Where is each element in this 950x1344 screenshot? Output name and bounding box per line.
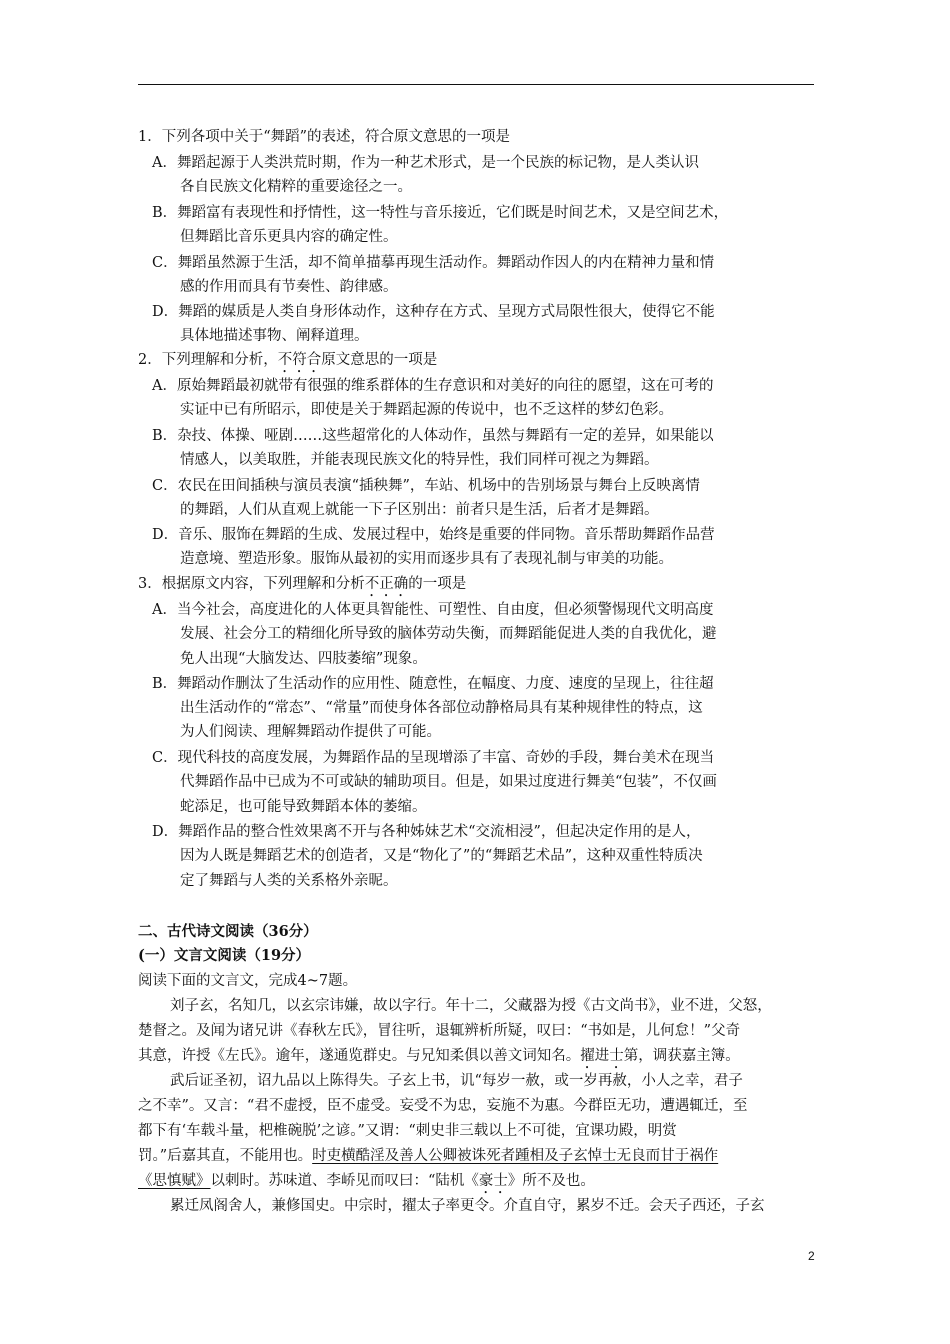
passage-line xyxy=(138,1046,740,1072)
question-2-option-a-cont: 实证中已有所昭示，即使是关于舞蹈起源的传说中，也不乏这样的梦幻色彩。 xyxy=(180,402,673,418)
question-3-option-d-cont-2: 定了舞蹈与人类的关系格外亲昵。 xyxy=(180,873,398,889)
question-1-option-d-cont: 具体地描述事物、阐释道理。 xyxy=(180,328,369,344)
section-heading: 二、古代诗文阅读（36分） xyxy=(138,923,318,940)
question-3-option-a-cont-2: 免人出现“大脑发达、四肢萎缩”现象。 xyxy=(180,651,427,667)
question-2-stem-text: 2．下列理解和分析， xyxy=(138,352,278,368)
question-3-stem xyxy=(138,574,466,600)
question-3-stem-tail: 的一项是 xyxy=(408,576,467,592)
question-1-option-c-cont: 感的作用而具有节奏性、韵律感。 xyxy=(180,279,398,295)
question-3-option-b: B．舞蹈动作删汰了生活动作的应用性、随意性，在幅度、力度、速度的呈现上，往往超 xyxy=(152,676,714,692)
question-2-stem xyxy=(138,350,437,376)
question-3-option-b-cont-2: 为人们阅读、理解舞蹈动作提供了可能。 xyxy=(180,724,441,740)
passage-line: 之不幸”。又言：“君不虚授，臣不虚受。妄受不为忠，妄施不为惠。今群臣无功，遭遇辄迁，至 xyxy=(138,1098,748,1114)
question-1-option-a: A．舞蹈起源于人类洪荒时期，作为一种艺术形式，是一个民族的标记物，是人类认识 xyxy=(152,155,699,171)
question-1-option-d: D．舞蹈的媒质是人类自身形体动作，这种存在方式、呈现方式局限性很大，使得它不能 xyxy=(152,304,715,320)
question-3-option-a: A．当今社会，高度进化的人体更具智能性、可塑性、自由度，但必须警惕现代文明高度 xyxy=(152,602,714,618)
question-2-option-d-cont: 造意境、塑造形象。服饰从最初的实用而逐步具有了表现礼制与审美的功能。 xyxy=(180,551,673,567)
passage-text: 第，调获嘉主簿。 xyxy=(623,1048,740,1064)
passage-emphasis: 豪士 xyxy=(478,1173,508,1189)
passage-line xyxy=(138,1146,718,1166)
question-2-stem-tail: 原文意思的一项是 xyxy=(321,352,438,368)
passage-line xyxy=(138,1171,595,1197)
passage-text: 以刺时。苏味道、李峤见而叹曰：“陆机《 xyxy=(210,1173,479,1189)
question-2-option-c: C．农民在田间插秧与演员表演“插秧舞”，车站、机场中的告别场景与舞台上反映离情 xyxy=(152,478,700,494)
question-3-stem-text: 3．根据原文内容，下列理解和分析 xyxy=(138,576,365,592)
question-2-option-c-cont: 的舞蹈，人们从直观上就能一下子区别出：前者只是生活，后者才是舞蹈。 xyxy=(180,502,659,518)
instruction: 阅读下面的文言文，完成4~7题。 xyxy=(138,973,358,989)
question-3-option-c-cont-2: 蛇添足，也可能导致舞蹈本体的萎缩。 xyxy=(180,799,427,815)
question-3-option-d: D．舞蹈作品的整合性效果离不开与各种姊妹艺术“交流相浸”，但起决定作用的是人， xyxy=(152,824,701,840)
passage-underlined: 时吏横酷淫及善人公卿被诛死者踵相及子玄悼士无良而甘于祸作 xyxy=(312,1148,719,1164)
question-3-option-a-cont-1: 发展、社会分工的精细化所导致的脑体劳动失衡，而舞蹈能促进人类的自我优化，避 xyxy=(180,626,717,642)
question-3-option-c: C．现代科技的高度发展，为舞蹈作品的呈现增添了丰富、奇妙的手段，舞台美术在现当 xyxy=(152,750,715,766)
question-3-option-d-cont-1: 因为人既是舞蹈艺术的创造者，又是“物化了”的“舞蹈艺术品”，这种双重性特质决 xyxy=(180,848,703,864)
subsection-heading: (一）文言文阅读（19分） xyxy=(138,947,311,964)
header-rule xyxy=(138,84,814,85)
passage-line: 都下有‘车载斗量，杷椎碗脱’之谚。”又谓：“刺史非三载以上不可徙，宜课功殿，明赏 xyxy=(138,1123,677,1139)
passage-line: 楚督之。及闻为诸兄讲《春秋左氏》，冒往听，退辄辨析所疑，叹曰：“书如是，儿何怠！”父奇 xyxy=(138,1023,741,1039)
question-1-option-b: B．舞蹈富有表现性和抒情性，这一特性与音乐接近，它们既是时间艺术，又是空间艺术， xyxy=(152,205,729,221)
question-1-option-b-cont: 但舞蹈比音乐更具内容的确定性。 xyxy=(180,229,398,245)
passage-text: 其意，许授《左氏》。逾年，遂通览群史。与兄知柔俱以善文词知名。 xyxy=(138,1048,581,1064)
passage-underlined: 《思慎赋》 xyxy=(138,1173,211,1189)
question-2-option-a: A．原始舞蹈最初就带有很强的维系群体的生存意识和对美好的向往的愿望，这在可考的 xyxy=(152,378,714,394)
passage-text: 》所不及也。 xyxy=(507,1173,595,1189)
question-2-option-b: B．杂技、体操、哑剧……这些超常化的人体动作，虽然与舞蹈有一定的差异，如果能以 xyxy=(152,428,714,444)
question-3-option-c-cont-1: 代舞蹈作品中已成为不可或缺的辅助项目。但是，如果过度进行舞美“包装”，不仅画 xyxy=(180,774,717,790)
question-1-stem: 1．下列各项中关于“舞蹈”的表述，符合原文意思的一项是 xyxy=(138,129,511,145)
question-3-option-b-cont-1: 出生活动作的“常态”、“常量”而使身体各部位动静格局具有某种规律性的特点，这 xyxy=(180,700,703,716)
question-1-option-c: C．舞蹈虽然源于生活，却不简单描摹再现生活动作。舞蹈动作因人的内在精神力量和情 xyxy=(152,255,715,271)
question-3-emphasis: 不正确 xyxy=(364,576,409,592)
passage-line: 刘子玄，名知几，以玄宗讳嫌，故以字行。年十二，父藏器为授《古文尚书》，业不进，父怒， xyxy=(170,998,772,1014)
passage-emphasis: 士 xyxy=(609,1048,624,1064)
passage-line: 武后证圣初，诏九品以上陈得失。子玄上书，讥“每岁一赦，或一岁再赦，小人之幸，君子 xyxy=(170,1073,743,1089)
question-2-option-d: D．音乐、服饰在舞蹈的生成、发展过程中，始终是重要的伴同物。音乐帮助舞蹈作品营 xyxy=(152,527,715,543)
question-2-option-b-cont: 情感人，以美取胜，并能表现民族文化的特异性，我们同样可视之为舞蹈。 xyxy=(180,452,659,468)
passage-emphasis: 擢 xyxy=(580,1048,595,1064)
question-1-option-a-cont: 各自民族文化精粹的重要途径之一。 xyxy=(180,179,412,195)
question-2-emphasis: 不符合 xyxy=(277,352,322,368)
page-number: 2 xyxy=(808,1249,815,1263)
passage-line: 累迁凤阁舍人，兼修国史。中宗时，擢太子率更令。介直自守，累岁不迁。会天子西还，子玄 xyxy=(170,1198,765,1214)
passage-text: 罚。”后嘉其直，不能用也。 xyxy=(138,1148,313,1164)
passage-text: 进 xyxy=(594,1048,610,1064)
